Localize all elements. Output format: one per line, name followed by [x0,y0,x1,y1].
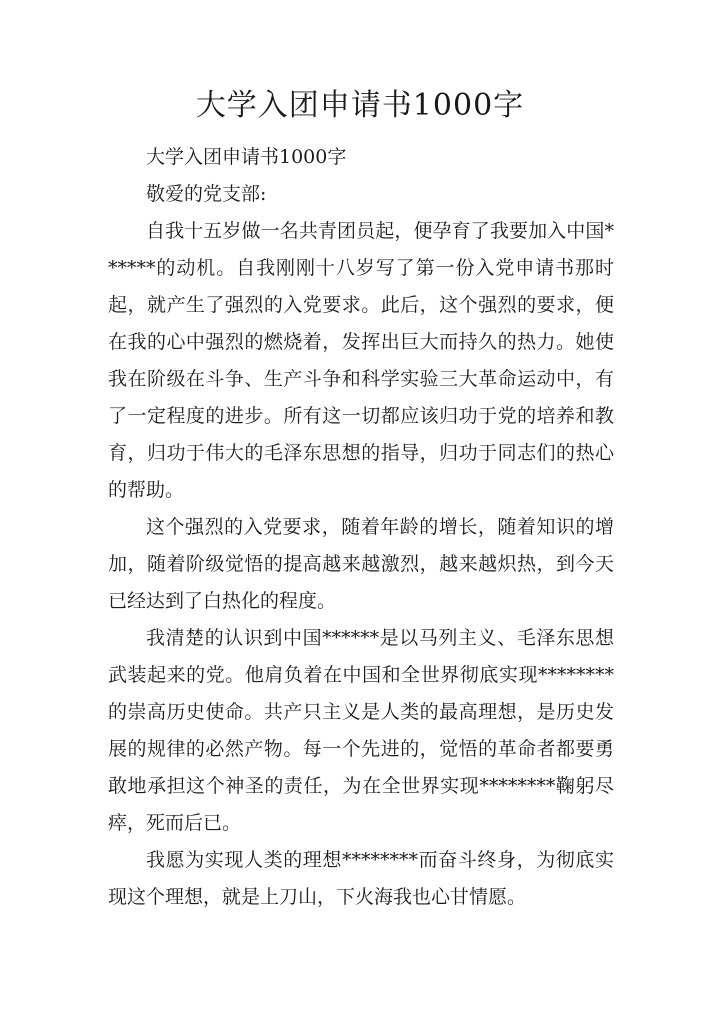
document-title: 大学入团申请书1000字 [195,88,525,123]
paragraph: 自我十五岁做一名共青团员起，便孕育了我要加入中国******的动机。自我刚刚十八岁写了第一份入党申请书那时起，就产生了强烈的入党要求。此后，这个强烈的要求，便在我的心中强烈的燃烧着，发挥出巨大而持久的热力。她使我在阶级在斗争、生产斗争和科学实验三大革命运动中，有了一定程度的进步。所有这一切都应该归功于党的培养和教育，归功于伟大的毛泽东思想的指导，归功于同志们的热心的帮助。 [108,220,614,501]
salutation: 敬爱的党支部: [146,183,267,205]
document-body [108,139,614,916]
paragraph: 这个强烈的入党要求，随着年龄的增长，随着知识的增加，随着阶级觉悟的提高越来越激烈，越来越炽热，到今天已经达到了白热化的程度。 [108,516,614,612]
document-subtitle: 大学入团申请书1000字 [146,146,347,168]
paragraph: 我清楚的认识到中国******是以马列主义、毛泽东思想武装起来的党。他肩负着在中国和全世界彻底实现********的崇高历史使命。共产只主义是人类的最高理想，是历史发展的规律的必然产物。每一个先进的，觉悟的革命者都要勇敢地承担这个神圣的责任，为在全世界实现********鞠躬尽瘁，死而后已。 [108,627,614,834]
paragraph: 我愿为实现人类的理想********而奋斗终身，为彻底实现这个理想，就是上刀山，下火海我也心甘情愿。 [108,849,614,908]
